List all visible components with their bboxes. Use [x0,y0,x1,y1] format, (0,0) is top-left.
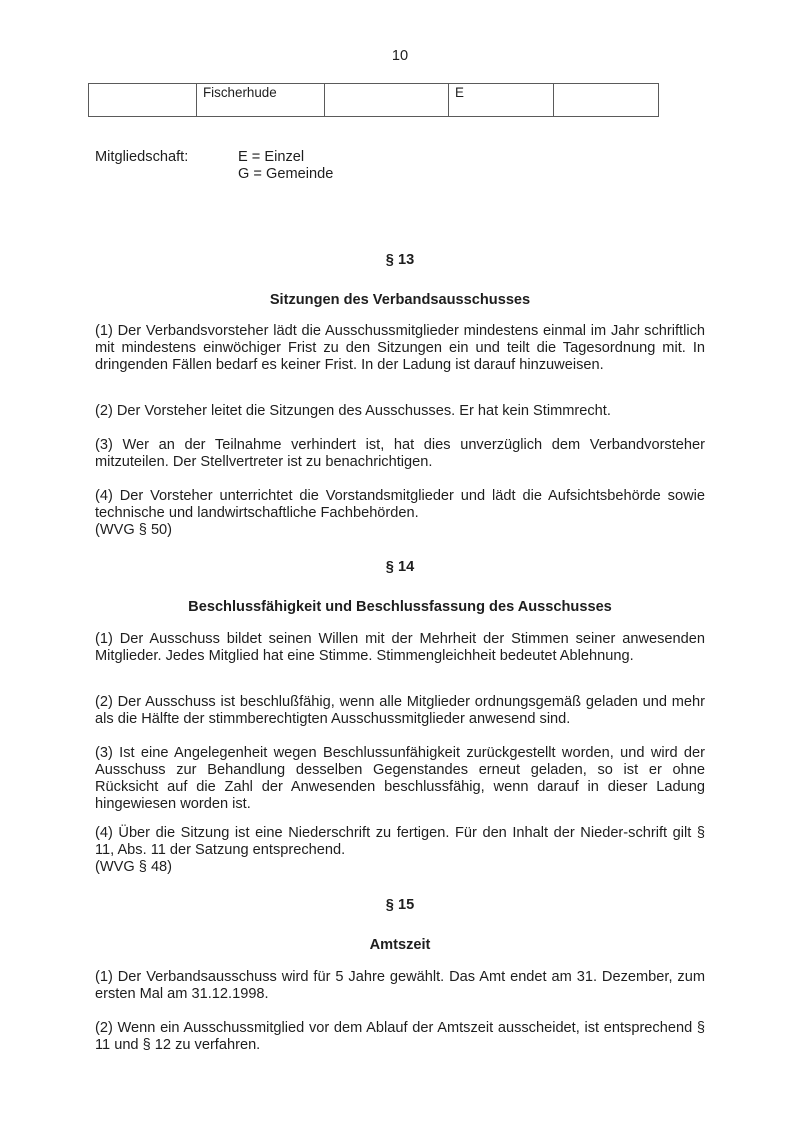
section-title: Sitzungen des Verbandsausschusses [269,292,531,308]
section-number: § 13 [385,252,415,268]
section-number: § 15 [385,897,415,913]
page-number: 10 [391,48,409,64]
paragraph-text: (4) Über die Sitzung ist eine Niederschrift zu fertigen. Für den Inhalt der Nieder-schrift gilt § 11, Abs. 11 der Satzung entsprechend. [95,825,705,858]
paragraph: (3) Ist eine Angelegenheit wegen Beschlussunfähigkeit zurückgestellt worden, und wird der Ausschuss zur Behandlung desselben Gegenstandes erneut geladen, so ist er ohne Rücksicht auf die Zahl der Anwesenden beschlussfähig, wenn darauf in dieser Ladung hingewiesen worden ist. [95,745,705,812]
legend-label: Mitgliedschaft: [95,149,189,165]
paragraph: (2) Der Ausschuss ist beschlußfähig, wenn alle Mitglieder ordnungsgemäß geladen und mehr als die Hälfte der stimmberechtigten Ausschussmitglieder anwesend sind. [95,694,705,727]
paragraph-text: (4) Der Vorsteher unterrichtet die Vorstandsmitglieder und lädt die Aufsichtsbehörde sowie technische und landwirtschaftliche Fachbehörden. [95,488,705,521]
table-cell [89,84,197,117]
paragraph: (2) Wenn ein Ausschussmitglied vor dem Ablauf der Amtszeit ausscheidet, ist entsprechend § 11 und § 12 zu verfahren. [95,1020,705,1053]
paragraph: (3) Wer an der Teilnahme verhindert ist, hat dies unverzüglich dem Verbandvorsteher mitzuteilen. Der Stellvertreter ist zu benachrichtigen. [95,437,705,470]
paragraph: (1) Der Ausschuss bildet seinen Willen mit der Mehrheit der Stimmen seiner anwesenden Mitglieder. Jedes Mitglied hat eine Stimme. Stimmengleichheit bedeutet Ablehnung. [95,631,705,664]
section-title: Amtszeit [369,937,431,953]
paragraph: (2) Der Vorsteher leitet die Sitzungen des Ausschusses. Er hat kein Stimmrecht. [95,403,611,419]
members-table [88,83,659,117]
paragraph [95,825,705,876]
table-cell-place: Fischerhude [197,84,325,117]
law-reference: (WVG § 48) [95,859,173,875]
legend-entry: G = Gemeinde [238,166,334,182]
paragraph [95,488,705,539]
paragraph: (1) Der Verbandsvorsteher lädt die Ausschussmitglieder mindestens einmal im Jahr schriftlich mit mindestens einwöchiger Frist zu den Sitzungen ein und teilt die Tagesordnung mit. In dringenden Fällen bedarf es keiner Frist. In der Ladung ist darauf hinzuweisen. [95,323,705,373]
section-title: Beschlussfähigkeit und Beschlussfassung des Ausschusses [188,599,612,615]
table-cell [554,84,659,117]
table-row [89,84,659,117]
section-number: § 14 [385,559,415,575]
paragraph: (1) Der Verbandsausschuss wird für 5 Jahre gewählt. Das Amt endet am 31. Dezember, zum ersten Mal am 31.12.1998. [95,969,705,1002]
legend-entry: E = Einzel [238,149,305,165]
law-reference: (WVG § 50) [95,522,173,538]
table-cell [325,84,449,117]
table-cell-membership: E [449,84,554,117]
